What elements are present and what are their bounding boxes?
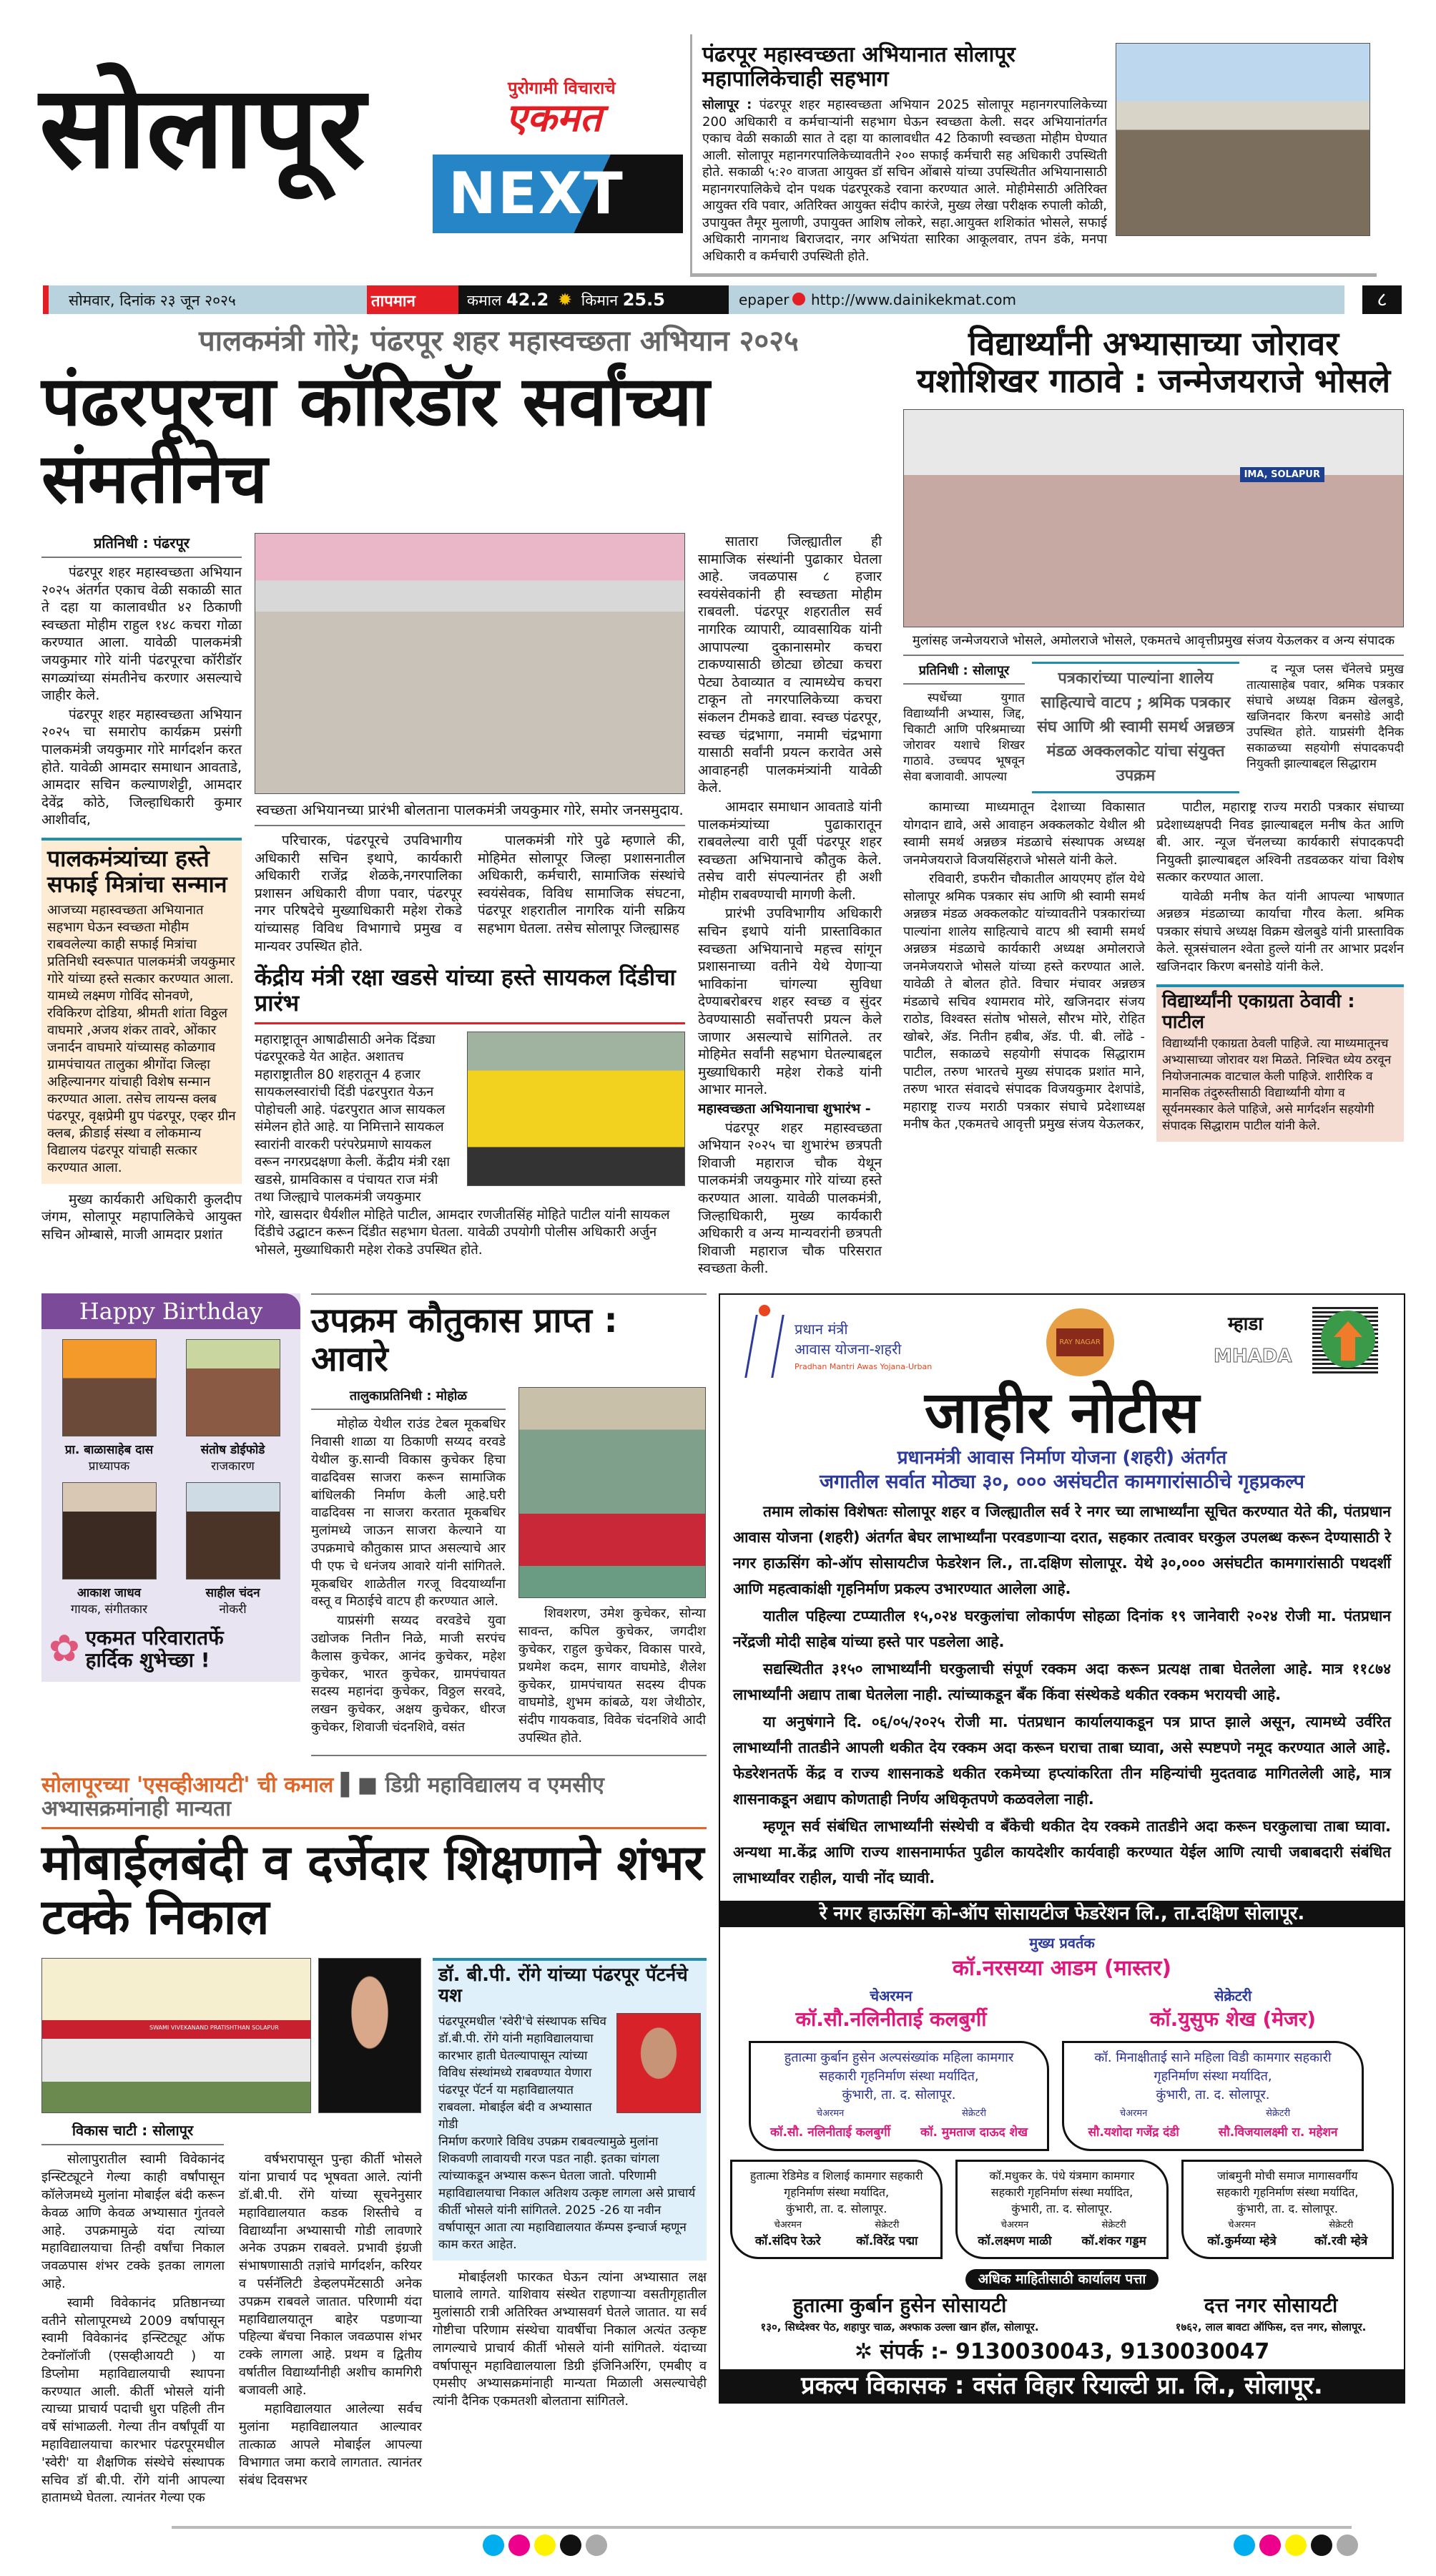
svit-box-headline: डॉ. बी.पी. रोंगे यांच्या पंढरपूर पॅटर्नचे यश <box>438 1964 688 2007</box>
pmay-logo-figure <box>744 1315 785 1378</box>
divider-red <box>255 1022 685 1024</box>
sidebar-box <box>41 838 242 1184</box>
office-2-address: १७६२, लाल बावटा ऑफिस, दत्त नगर, सोलापूर. <box>1175 2320 1367 2333</box>
sidebar-headline-2: सफाई मित्रांचा सन्मान <box>47 870 227 898</box>
birthday-box <box>41 1293 300 1682</box>
society-box <box>1062 2041 1364 2151</box>
cycle-story-tail: गोरे, खासदार धैर्यशील मोहिते पाटील, आमदार रणजीतसिंह मोहिते पाटील यांनी सायकल दिंडीचे उद्घाटन करून दिंडीत सहभाग घेतला. यावेळी उपयोगी पोलीस अधिकारी अर्जुन भोसले, मुख्याधिकारी महेश रोकडे उपस्थित होते. <box>255 1207 670 1258</box>
paragraph: याप्रसंगी सय्यद वरवडेचे युवा उद्योजक नितीन निळे, माजी सरपंच कैलास कुचेकर, आनंद कुचेकर, महेश कुचेकर, भारत कुचेकर, ग्रामपंचायत सदस्य महानंदा कुचेकर, विठ्ठल सरवदे, लखन कुचेकर, अक्षय कुचेकर, धीरज कुचेकर, शिवाजी चंदनशिवे, वसंत <box>311 1613 506 1735</box>
society-name: कॉ.मधुकर के. पंधे यंत्रमाग कामगार सहकारी गृहनिर्माण संस्था मर्यादित, <box>989 2169 1135 2199</box>
students-narrow-right <box>1246 662 1404 773</box>
paragraph: वर्षभरापासून पुन्हा कीर्ती भोसले यांना प्राचार्य पद भूषवता आले. त्यांनी डॉ.बी.पी. रोंगे यांच्या सूचनेनुसार महाविद्यालयात कडक शिस्तीचे व विद्यार्थ्यांना अभ्यासाची गोडी लावणारे अनेक उपक्रम राबवले. प्रभावी इंग्रजी संभाषणासाठी तज्ञांचे मार्गदर्शन, करियर व पर्सनॅलिटी डेव्हलपमेंटसाठी अनेक उपक्रम राबवले जातात. परिणामी यंदा महाविद्यालयातून बाहेर पडणाऱ्या पहिल्या बॅचचा निकाल जवळपास शंभर टक्के लागला आहे. प्रथम व द्वितीय वर्षातील विद्यार्थ्यांनीही अशीच कामगिरी बजावली आहे. <box>239 2152 422 2398</box>
birthday-photo <box>186 1339 280 1436</box>
ray-nagar-logo <box>1046 1308 1114 1376</box>
masthead <box>39 34 683 263</box>
awari-col1 <box>311 1416 506 1736</box>
birthday-name: प्रा. बाळासाहेब दास <box>64 1442 154 1457</box>
main-story-col3-subhead: महास्वच्छता अभियानाचा शुभारंभ - <box>698 1101 871 1117</box>
society-chairman: सौ.यशोदा गजेंद्र दंडी <box>1088 2125 1179 2140</box>
college-sign: SWAMI VIVEKANAND PRATISHTHAN SOLAPUR <box>149 2024 279 2032</box>
birthday-role: नोकरी <box>219 1602 247 1617</box>
black-dot <box>560 2535 581 2556</box>
society-place: कुंभारी, ता. द. सोलापूर. <box>1011 2202 1113 2215</box>
paragraph: परिचारक, पंढरपूरचे उपविभागीय अधिकारी सचिन इथापे, कार्यकारी अधिकारी राजेंद्र शेळके,नगरपालिका प्रशासन अधिकारी वीणा पवार, पंढरपूर नगर परिषदेचे मुख्याधिकारी महेश रोकडे यांच्यासह विविध विभागाचे प्रमुख व मान्यवर उपस्थित होते. <box>255 833 462 954</box>
main-story-headline: पंढरपूरचा कॉरिडॉर सर्वांच्या संमतीनेच <box>41 361 710 519</box>
society-chairman: कॉ.सौ. नलिनीताई कलबुर्गी <box>770 2125 891 2140</box>
paragraph: यावेळी मनीष केत यांनी आपल्या भाषणात अन्नछत्र मंडळाच्या कार्याचा गौरव केला. श्रमिक पत्रकार संघाचे अध्यक्ष विक्रम खेलबुडे यांनी प्रास्ताविक केले. सूत्रसंचालन श्वेता हुल्ले यांनी तर आभार प्रदर्शन खजिनदार किरण बनसोडे यांनी केले. <box>1156 888 1404 974</box>
awari-photo <box>518 1387 706 1598</box>
society-chairman-label: चेअरमन <box>1228 2220 1256 2230</box>
society-box <box>749 2041 1049 2151</box>
society-chairman: कॉ.संदिप रेऊरे <box>754 2234 821 2248</box>
row-b <box>0 1293 1436 2509</box>
paragraph: पाटील, महाराष्ट्र राज्य मराठी पत्रकार संघाच्या प्रदेशाध्यक्षपदी निवड झाल्याबद्दल मनीष केत आणि बी. आर. न्यूज चॅनलच्या कार्यकारी संपादकपदी नियुक्ती झाल्याबद्दल अश्विनी तडवळकर यांचा विशेष सत्कार करण्यात आला. <box>1156 800 1404 886</box>
students-col-b <box>1156 799 1404 976</box>
office-address-label: अधिक माहितीसाठी कार्यालय पत्ता <box>965 2269 1159 2290</box>
society-secretary-label: सेक्रेटरी <box>1329 2220 1354 2230</box>
color-registration-marks <box>483 2535 611 2559</box>
ray-nagar-logo-text: RAY NAGAR <box>1056 1328 1103 1356</box>
students-photo <box>903 409 1404 627</box>
issue-date: सोमवार, दिनांक २३ जून २०२५ <box>69 292 236 310</box>
cyan-dot <box>1234 2535 1255 2556</box>
sun-icon: ✹ <box>557 290 573 310</box>
top-story-body <box>702 97 1107 265</box>
students-photo-sign: IMA, SOLAPUR <box>1240 467 1324 482</box>
svit-story <box>41 1773 707 2509</box>
svit-col1 <box>41 2151 225 2509</box>
svit-box-body-narrow: पंढरपूरमधील 'स्वेरी'चे संस्थापक सचिव डॉ.बी.पी. रोंगे यांनी महाविद्यालयाचा कारभार हाती घेतल्यापासून त्यांच्या विविध संस्थांमध्ये राबवण्यात येणारा पंढरपूर पॅटर्न या महाविद्यालयात राबवला. मोबाईल बंदी व अभ्यासात गोडी <box>438 2014 606 2132</box>
pmay-logo-text-1: प्रधान मंत्री <box>795 1321 848 1338</box>
notice-title: जाहीर नोटीस <box>924 1378 1200 1446</box>
birthday-photo <box>62 1339 157 1436</box>
divider-orange <box>41 1827 707 1829</box>
society-place: कुंभारी, ता. द. सोलापूर. <box>1156 2087 1270 2102</box>
contact-numbers: ✲ संपर्क :- 9130030043, 9130030047 <box>854 2339 1270 2364</box>
society-secretary: कॉ. मुमताज दाऊद शेख <box>920 2125 1028 2140</box>
footer-rule <box>172 2526 1352 2529</box>
black-dot <box>1311 2535 1332 2556</box>
next-logo <box>433 155 683 233</box>
header-row <box>0 0 1436 277</box>
date-bar-row <box>0 285 1436 314</box>
flower-icon: ✿ <box>49 1627 80 1671</box>
students-sidebar-box <box>1156 984 1404 1142</box>
students-box-body: विद्यार्थ्यांनी एकाग्रता ठेवली पाहिजे. त्या माध्यमातूनच अभ्यासाच्या जोरावर यश मिळते. निश्चित ध्येय ठरवून नियोजनात्मक वाटचाल केली पाहिजे. शारीरिक व मानसिक तंदुरुस्तीसाठी विद्यार्थ्यांनी योगा व सूर्यनमस्कार केले पाहिजे, असे मार्गदर्शन सहयोगी संपादक सिद्धाराम पाटील यांनी केले. <box>1162 1037 1392 1134</box>
paragraph: मुख्य कार्यकारी अधिकारी कुलदीप जंगम, सोलापूर महापालिकेचे आयुक्त सचिन ओम्बासे, माजी आमदार प्रशांत <box>41 1191 242 1243</box>
yellow-dot <box>534 2535 556 2556</box>
main-story-photo-caption: स्वच्छता अभियानच्या प्रारंभी बोलताना पालकमंत्री जयकुमार गोरे, समोर जनसमुदाय. <box>256 801 684 819</box>
page-number: ८ <box>1362 285 1402 314</box>
main-story-col3-tail <box>698 1120 882 1278</box>
mhada-logo <box>1214 1307 1378 1378</box>
paragraph: स्पर्धेच्या युगात विद्यार्थ्यांनी अभ्यास, जिद्द, चिकाटी आणि परिश्रमाच्या जोरावर यशाचे शिखर गाठावे. उच्चपद भूषवून सेवा बजावावी. आपल्या <box>903 691 1025 785</box>
paragraph: मोहोळ येथील राउंड टेबल मूकबधिर निवासी शाळा या ठिकाणी सय्यद वरवडे येथील कु.सान्वी विकास कुचेकर हिचा वाढदिवस साजरा करून सामाजिक बांधिलकी निर्माण केली आहे.घरी वाढदिवस ना साजरा करतात मूकबधिर मुलांमध्ये जाऊन साजरा केल्याने या उपक्रमाचे कौतुकास प्राप्त असल्याचे आर पी एफ चे धनंजय आवारे यांनी सांगितले. मूकबधिर शाळेतील गरजू विदयार्थ्यांना वस्तू व मिठाईचे वाटप ही करण्यात आले. <box>311 1416 506 1610</box>
top-story-text: पंढरपूर शहर महास्वच्छता अभियान 2025 सोलापूर महानगरपालिकेच्या 200 अधिकारी व कर्मचाऱ्यांनी सहभाग घेऊन स्वच्छता केली. सदर अभियानांतर्गत एकाच वेळी सकाळी सात ते दहा या कालावधीत 42 ठिकाणी स्वच्छता मोहीम घेण्यात आली. सोलापूर महानगरपालिकेच्यावतीने २०० सफाई कर्मचारी सह अधिकारी उपस्थिती होते. सकाळी ५:२० वाजता आयुक्त डॉ सचिन ओंबासे यांच्या उपस्थितीत अभियानासाठी महानगरपालिकेचे दोन पथक पंढरपूरकडे रवाना करण्यात आले. मोहीमेसाठी अतिरिक्त आयुक्त रवि पवार, अतिरिक्त आयुक्त संदीप कारंजे, मुख्य लेखा परीक्षक रुपाली कोळी, उपायुक्त तैमूर मुलाणी, उपायुक्त आशिष लोकरे, सहा.आयुक्त शशिकांत भोसले, सफाई अधिकारी नागनाथ बिराजदार, नगर अभियंता सारिका आकूलवार, तपन डंके, मनपा अधिकारी व कर्मचारी उपस्थिती होते. <box>702 97 1108 264</box>
top-story <box>690 34 1377 277</box>
paragraph: स्वामी विवेकानंद प्रतिष्ठानच्या वतीने सोलापूरमध्ये 2009 वर्षापासून स्वामी विवेकानंद इन्स्टिट्यूट ऑफ टेक्नॉलॉजी (एसव्हीआयटी ) या डिप्लोमा महाविद्यालयाची स्थापना करण्यात आली. कीर्ती भोसले यांनी त्याच्या प्राचार्य पदाची धुरा पहिली तीन वर्षे सांभाळली. गेल्या तीन वर्षांपूर्वी या महाविद्यालयाचा कारभार पंढरपूरमधील 'स्वेरी' या शैक्षणिक संस्थेचे संस्थापक सचिव डॉ बी.पी. रोंगे यांनी आपल्या हातामध्ये घेतला. त्यानंतर गेल्या एक <box>41 2295 225 2506</box>
society-chairman-label: चेअरमन <box>1119 2108 1148 2119</box>
students-col-a <box>903 799 1145 1135</box>
svit-kicker <box>41 1773 707 1821</box>
max-temp-value: 42.2 <box>506 290 549 310</box>
birthday-photo <box>62 1482 157 1580</box>
magenta-dot <box>1259 2535 1281 2556</box>
chairman-name: कॉ.सौ.नलिनीताई कलबुर्गी <box>795 2007 987 2031</box>
svit-headline: मोबाईलबंदी व दर्जेदार शिक्षणाने शंभर टक्के निकाल <box>41 1835 704 1946</box>
next-logo-text: NEXT <box>448 160 624 227</box>
paragraph: यातील पहिल्या टप्प्यातील १५,०२४ घरकुलांचा लोकार्पण सोहळा दिनांक १९ जानेवारी २०२४ रोजी मा. पंतप्रधान नरेंद्रजी मोदी साहेब यांच्या हस्ते पार पडलेला आहे. <box>733 1607 1391 1650</box>
svit-kicker-main: सोलापूरच्या 'एसव्हीआयटी' ची कमाल <box>41 1772 334 1798</box>
secretary-name: कॉ.युसुफ शेख (मेजर) <box>1149 2007 1317 2031</box>
birthday-role: राजकारण <box>211 1459 255 1474</box>
paragraph: पंढरपूर शहर महास्वच्छता अभियान २०२५ अंतर्गत एकाच वेळी सकाळी सात ते दहा या कालावधीत ४२ ठिकाणी स्वच्छता मोहीम राहुल १४८ कचरा गोळा करण्यात आला. यावेळी पालकमंत्री जयकुमार गोरे यांनी पंढरपूरचा कॉरीडॉर सगळ्यांच्या संमतीनेच करणार असल्याचे जाहीर केले. <box>41 564 242 704</box>
paragraph: रविवारी, डफरीन चौकातील आयएमए हॉल येथे सोलापूर श्रमिक पत्रकार संघ आणि श्री स्वामी समर्थ अन्नछत्र मंडळ अक्कलकोट यांच्यावतीने पत्रकारांच्या पाल्यांना शालेय साहित्याचे वाटप श्री स्वामी समर्थ अन्नछत्र मंडळाचे कार्यकारी अध्यक्ष अमोलराजे जनमेजयराजे भोसले यांच्या हस्ते करण्यात आले. यावेळी ते बोलत होते. विचार मंचावर अन्नछत्र मंडळाचे सचिव श्यामराव मोरे, खजिनदार संजय राठोड, विश्वस्त संतोष भोसले, सौरभ मोरे, रोहित खोबरे, ॲड. नितीन हबीब, ॲड. पी. बी. लोंढे - पाटील, सकाळचे सहयोगी संपादक सिद्धाराम पाटील, तरुण भारतचे मुख्य संपादक प्रशांत माने, तरुण भारत संवादचे संपादक विजयकुमार देशपांडे, महाराष्ट्र राज्य मराठी पत्रकार संघाचे प्रदेशाध्यक्ष मनीष केत ,एकमतचे आवृत्ती प्रमुख संजय येऊलकर, <box>903 871 1145 1132</box>
principal-photo <box>318 1958 421 2113</box>
society-chairman: कॉ.लक्ष्मण माळी <box>978 2234 1052 2248</box>
svit-col3 <box>433 2269 707 2411</box>
min-temp-label: किमान <box>581 292 618 310</box>
masthead-tagline: पुरोगामी विचाराचे <box>508 78 616 98</box>
yellow-dot <box>1285 2535 1307 2556</box>
notice-subtitle-2: जगातील सर्वात मोठ्या ३०, ००० असंघटीत कामगारांसाठीचे गृहप्रकल्प <box>820 1470 1304 1493</box>
paragraph: सद्यस्थितीत ३१५० लाभार्थ्यांनी घरकुलाची संपूर्ण रक्कम अदा करून प्रत्यक्ष ताबा घेतलेला आहे. मात्र ११८७४ लाभार्थ्यांनी अद्याप ताबा घेतलेला नाही. त्यांच्याकडून बँक किंवा संस्थेकडे थकीत रक्कम भरायची आहे. <box>733 1660 1391 1703</box>
birthday-name: आकाश जाधव <box>77 1585 142 1600</box>
mhada-logo-en: MHADA <box>1214 1345 1292 1367</box>
students-photo-caption: मुलांसह जन्मेजयराजे भोसले, अमोलराजे भोसले, एकमतचे आवृत्तीप्रमुख संजय येऊलकर व अन्य संपादक <box>912 633 1395 649</box>
society-chairman-label: चेअरमन <box>1000 2220 1029 2230</box>
office-2-name: दत्त नगर सोसायटी <box>1204 2293 1338 2318</box>
teacher-photo <box>616 2013 701 2113</box>
society-box <box>955 2160 1168 2259</box>
max-temp-label: कमाल <box>467 292 502 310</box>
divider <box>255 825 685 826</box>
students-box-headline: विद्यार्थ्यांनी एकाग्रता ठेवावी : पाटील <box>1162 991 1355 1034</box>
society-place: कुंभारी, ता. द. सोलापूर. <box>786 2202 887 2215</box>
awari-col2 <box>518 1605 706 1747</box>
main-story-byline: प्रतिनिधी : पंढरपूर <box>41 533 242 558</box>
magenta-dot <box>508 2535 530 2556</box>
main-story-col3-text <box>698 533 882 1099</box>
paragraph: शिवशरण, उमेश कुचेकर, सोन्या सावन्त, कपिल कुचेकर, जगदीश कुचेकर, राहुल कुचेकर, विकास पारवे, प्रथमेश कदम, सागर वाघमोडे, शैलेश कुचेकर, ग्रामपंचायत सदस्य दीपक वाघमोडे, शुभम कांबळे, यश जेथीठोर, संदीप गायकवाड, विवेक चंदनशिवे आदी उपस्थित होते. <box>518 1606 706 1746</box>
students-boxed-headline: पत्रकारांच्या पाल्यांना शालेय साहित्याचे वाटप ; श्रमिक पत्रकार संघ आणि श्री स्वामी समर्थ अन्नछत्र मंडळ अक्कलकोट यांचा संयुक्त उपक्रम <box>1032 662 1239 793</box>
sidebar-headline-1: पालकमंत्र्यांच्या हस्ते <box>47 844 210 872</box>
notice-subtitle-1: प्रधानमंत्री आवास निर्माण योजना (शहरी) अंतर्गत <box>897 1446 1227 1469</box>
paragraph: मोबाईलशी फारकत घेऊन त्यांना अभ्यासात लक्ष घालावे लागते. याशिवाय संस्थेत राहणाऱ्या वसतीगृहातील मुलांसाठी रात्री अतिरिक्त अभ्यासवर्ग घेतले जातात. या सर्व गोष्टीचा परिणाम संस्थेचा यावर्षीचा निकाल अत्यंत उत्कृष्ट लागल्याचे प्राचार्य कीर्ती भोसले यांनी सांगितले. यंदाच्या वर्षापासून महाविद्यालयाला डिग्री इंजिनिअरिंग, एमबीए व एमसीए अभ्यासक्रमांनाही मान्यता मिळाली असल्याचेही त्यांनी दैनिक एकमतशी बोलताना सांगितले. <box>433 2269 707 2409</box>
society-name: जांबमुनी मोची समाज मागासवर्गीय सहकारी गृहनिर्माण संस्था मर्यादित, <box>1216 2169 1359 2199</box>
paragraph: पालकमंत्री गोरे पुढे म्हणाले की, मोहिमेत सोलापूर जिल्हा प्रशासनातील अधिकारी, कर्मचारी, सामाजिक संस्थांचे स्वयंसेवक, विविध सामाजिक संघटना, पंढरपूर शहरातील नागरिक यांनी सक्रिय सहभाग घेतला. तसेच सोलापूर जिल्ह्यासह <box>478 833 685 936</box>
office-1-name: हुतात्मा कुर्बान हुसेन सोसायटी <box>792 2293 1007 2318</box>
paragraph: म्हणून सर्व संबंधित लाभार्थ्यांनी संस्थेची व बँकेची थकीत देय रक्कमे तातडीने अदा करून घरकुलाचा ताबा घ्यावा. अन्यथा मा.केंद्र आणि राज्य शासनामार्फत पुढील कायदेशीर कार्यवाही करण्यात येईल आणि त्याची जबाबदारी संबंधित लाभार्थ्यांवर राहील, याची नोंद घ्यावी. <box>733 1817 1391 1886</box>
society-secretary-label: सेक्रेटरी <box>875 2220 900 2230</box>
paragraph: पंढरपूर शहर महास्वच्छता अभियान २०२५ चा शुभारंभ छत्रपती शिवाजी महाराज चौक येथून पालकमंत्री जयकुमार गोरे यांच्या हस्ते करण्यात आला. यावेळी पालकमंत्री, जिल्हाधिकारी, मुख्य कार्यकारी अधिकारी व अन्य मान्यवरांनी छत्रपती शिवाजी महाराज चौक परिसरात स्वच्छता केली. <box>698 1120 882 1277</box>
students-headline-2: यशोशिखर गाठावे : जन्मेजयराजे भोसले <box>916 361 1391 400</box>
divider <box>311 1293 707 1295</box>
svit-byline: विकास चाटी : सोलापूर <box>41 2120 224 2145</box>
top-story-dateline: सोलापूर : <box>702 97 752 113</box>
cycle-story <box>255 1032 685 1260</box>
color-registration-marks <box>1234 2535 1362 2559</box>
notice-body <box>720 1493 1404 1901</box>
students-story <box>903 325 1404 1142</box>
students-intro <box>903 690 1025 785</box>
society-secretary-label: सेक्रेटरी <box>1266 2108 1291 2119</box>
main-story-photo <box>255 533 685 794</box>
main-story-after-box <box>41 1191 242 1244</box>
paragraph: आमदार समाधान आवताडे यांनी पालकमंत्र्यांच्या पुढाकारातून राबवलेल्या वारी पूर्वी पंढरपूर शहर स्वच्छता अभियानाचे कौतुक केले. तसेच वारी संपल्यानंतर ही अशी मोहीम राबवण्याची मागणी केली. <box>698 798 882 903</box>
min-temp-value: 25.5 <box>622 290 665 310</box>
society-chairman-label: चेअरमन <box>816 2108 845 2119</box>
divider <box>903 655 1404 656</box>
main-story-col3 <box>698 533 882 1279</box>
promoter-label: मुख्य प्रवर्तक <box>1029 1934 1095 1951</box>
left-column <box>41 1293 707 2509</box>
footer <box>0 2526 1436 2576</box>
date-bar <box>43 285 1344 314</box>
svit-kicker-separator: ▌■ <box>340 1772 378 1798</box>
awari-story <box>311 1293 707 1762</box>
society-chairman-label: चेअरमन <box>774 2220 802 2230</box>
public-notice <box>719 1293 1405 2404</box>
awari-byline: तालुकाप्रतिनिधी : मोहोळ <box>311 1387 506 1410</box>
svit-sidebar-box <box>433 1958 707 2260</box>
top-story-headline: पंढरपूर महास्वच्छता अभियानात सोलापूर महापालिकेचाही सहभाग <box>702 42 1015 92</box>
society-box <box>1181 2160 1394 2259</box>
society-secretary-label: सेक्रेटरी <box>1101 2220 1126 2230</box>
paragraph: प्रारंभी उपविभागीय अधिकारी सचिन इथापे यांनी प्रास्ताविकात स्वच्छता अभियानाचे महत्त्व सांगून प्रशासनाच्या वतीने येथे येणाऱ्या भाविकांना चांगल्या सुविधा देण्याबरोबरच शहर स्वच्छ व सुंदर ठेवण्यासाठी सर्वोत्तपरी प्रयत्न केले जाणार असल्याचे सांगितले. तर मोहिमेत सर्वांनी सहभाग घेतल्याबद्दल मुख्याधिकारी महेश रोकडे यांनी आभार मानले. <box>698 906 882 1098</box>
paragraph: कामाच्या माध्यमातून देशाच्या विकासात योगदान द्यावे, असे आवाहन अक्कलकोट येथील श्री स्वामी समर्थ अन्नछत्र मंडळाचे संस्थापक अध्यक्ष जनमेजयराजे विजयसिंहराजे भोसले यांनी केले. <box>903 800 1145 868</box>
society-secretary-label: सेक्रेटरी <box>962 2108 987 2119</box>
temperature-label: तापमान <box>367 285 458 314</box>
society-secretary: कॉ.रवी म्हेत्रे <box>1314 2234 1368 2248</box>
masthead-title: सोलापूर <box>39 60 365 194</box>
promoter-name: कॉ.नरसय्या आडम (मास्तर) <box>952 1956 1172 1981</box>
main-story <box>41 325 882 1279</box>
grey-dot <box>1337 2535 1358 2556</box>
society-place: कुंभारी, ता. द. सोलापूर. <box>842 2087 956 2102</box>
grey-dot <box>586 2535 607 2556</box>
mhada-logo-mr: म्हाडा <box>1228 1313 1264 1335</box>
developer-banner: प्रकल्प विकासक : वसंत विहार रियाल्टी प्रा. लि., सोलापूर. <box>720 2369 1404 2402</box>
cycle-story-photo <box>467 1032 685 1186</box>
pmay-logo <box>746 1305 946 1380</box>
birthday-photo <box>186 1482 280 1580</box>
masthead-brand-logo: एकमत <box>506 95 602 140</box>
society-name: हुतात्मा रेडिमेड व शिलाई कामगार सहकारी गृहनिर्माण संस्था मर्यादित, <box>749 2169 923 2199</box>
paragraph: या अनुषंगाने दि. ०६/०५/२०२५ रोजी मा. पंतप्रधान कार्यालयाकडून पत्र प्राप्त झाले असून, त्यामध्ये उर्वरित लाभार्थ्यांनी तातडीने आपली थकीत देय रक्कम अदा करून घराचा ताबा घ्यावा, असे स्पष्टपणे नमूद करण्यात आले आहे. फेडरेशनतर्फे केंद्र व राज्य शासनाकडे थकीत रकमेच्या हप्त्यांकरिता तीन महिन्यांची मुदतवाढ मागितलेली आहे, मात्र शासनाकडून अद्याप कोणताही निर्णय अधिकृतपणे कळवलेला नाही. <box>733 1713 1391 1808</box>
main-story-mid-col-a <box>255 832 462 956</box>
society-secretary: सौ.विजयालक्ष्मी रा. महेशन <box>1218 2125 1338 2140</box>
society-name: हुतात्मा कुर्बान हुसेन अल्पसंख्यांक महिला कामगार सहकारी गृहनिर्माण संस्था मर्यादित, <box>784 2050 1014 2084</box>
cyan-dot <box>483 2535 504 2556</box>
society-box <box>730 2160 943 2259</box>
birthday-name: साहील चंदन <box>205 1585 260 1600</box>
chairman-label: चेअरमन <box>870 1987 913 2004</box>
svit-box-body-wide: निर्माण करणारे विविध उपक्रम राबवल्यामुळे मुलांना शिकवणी लावायची गरज पडत नाही. इतका चांगला त्यांच्याकडून अभ्यास करून घेतला जातो. परिणामी महाविद्यालयाचा निकाल अतिशय उत्कृष्ट लागला असे प्राचार्य कीर्ती भोसले यांनी सांगितले. 2025 -26 या नवीन वर्षापासून आता त्या महाविद्यालयात कॅम्पस इन्चार्ज म्हणून काम करत आहेत. <box>438 2134 696 2252</box>
pmay-logo-text-2: आवास योजना-शहरी <box>795 1341 902 1358</box>
main-story-col1 <box>41 564 242 829</box>
birthday-role: गायक, संगीतकार <box>70 1602 148 1617</box>
epaper-label: epaper <box>739 291 790 309</box>
paragraph: सोलापुरातील स्वामी विवेकानंद इन्स्टिट्यूटने गेल्या काही वर्षांपासून कॉलेजमध्ये मुलांना मोबाईल बंदी करून केवळ आणि केवळ अभ्यासात गुंतवले आहे. उपक्रमामुळे यंदा त्यांच्या महाविद्यालयाचा तिन्ही वर्षांचा निकाल जवळपास शंभर टक्के इतका लागला आहे. <box>41 2152 225 2291</box>
cycle-story-headline: केंद्रीय मंत्री रक्षा खडसे यांच्या हस्ते सायकल दिंडीचा प्रारंभ <box>255 964 676 1017</box>
society-place: कुंभारी, ता. द. सोलापूर. <box>1236 2202 1338 2215</box>
awari-headline: उपक्रम कौतुकास प्राप्त : आवारे <box>311 1300 618 1379</box>
paragraph: पंढरपूर शहर महास्वच्छता अभियान २०२५ चा समारोप कार्यक्रम प्रसंगी पालकमंत्री जयकुमार गोरे मार्गदर्शन करत होते. यावेळी आमदार समाधान आवताडे, आमदार सचिन कल्याणशेट्टी, आमदार देवेंद्र कोठे, जिल्हाधिकारी कुमार आशीर्वाद, <box>41 706 242 828</box>
federation-banner: रे नगर हाऊसिंग को-ऑप सोसायटीज फेडरेशन लि., ता.दक्षिण सोलापूर. <box>720 1901 1404 1927</box>
society-secretary: कॉ.विरेंद्र पद्मा <box>856 2234 918 2248</box>
website-link[interactable]: http://www.dainikekmat.com <box>811 291 1017 309</box>
birthday-role: प्राध्यापक <box>88 1459 130 1474</box>
temperature-box <box>458 285 729 314</box>
sidebar-body: आजच्या महास्वच्छता अभियानात सहभाग घेऊन स्वच्छता मोहीम राबवलेल्या काही सफाई मित्रांचा प्रतिनिधी स्वरूपात पालकमंत्री जयकुमार गोरे यांच्या हस्ते सत्कार करण्यात आला. यामध्ये लक्ष्मण गोविंद सोनवणे, रविकिरण दोडिया, श्रीमती शांता विठ्ठल वाघमारे ,अजय शंकर तावरे, ओंकार जनार्दन वाघमारे यांच्यासह कोळगाव ग्रामपंचायत तालुका श्रीगोंदा जिल्हा अहिल्यानगर यांचाही विशेष सन्मान करण्यात आला. तसेच लायन्स क्लब पंढरपूर, वृक्षप्रेमी ग्रुप पंढरपूर, एव्हर ग्रीन क्लब, क्रीडाई संस्था व लोकमान्य विद्यालय पंढरपूर यांचाही सत्कार करण्यात आला. <box>47 902 236 1175</box>
top-story-photo <box>1116 43 1370 236</box>
pmay-logo-text-en: Pradhan Mantri Awas Yojana-Urban <box>795 1362 933 1372</box>
svit-col2 <box>239 2151 422 2491</box>
cycle-story-body: महाराष्ट्रातून आषाढीसाठी अनेक दिंड्या पंढरपूरकडे येत आहेत. अशातच महाराष्ट्रातील 80 शहरातून 4 हजार सायकलस्वारांची दिंडी पंढरपुरात येऊन पोहोचली आहे. पंढरपुरात आज सायकल संमेलन होते आहे. या निमित्ताने सायकल स्वारांनी वारकरी परंपरेप्रमाणे सायकल वरून नगरप्रदक्षणा केली. केंद्रीय मंत्री रक्षा खडसे, ग्रामविकास व पंचायत राज मंत्री तथा जिल्ह्याचे पालकमंत्री जयकुमार <box>255 1032 451 1205</box>
paragraph: द न्यूज प्लस चॅनेलचे प्रमुख तात्यासाहेब पवार, श्रमिक पत्रकार संघाचे अध्यक्ष विक्रम खेलबुडे, खजिनदार किरण बनसोडे आदी उपस्थित होते. याप्रसंगी दैनिक सकाळच्या सहयोगी संपादकपदी नियुक्ती झाल्याबद्दल सिद्धाराम <box>1246 662 1404 772</box>
secretary-label: सेक्रेटरी <box>1214 1987 1252 2004</box>
birthday-greeting-1: एकमत परिवारातर्फे <box>85 1625 224 1650</box>
paragraph: तमाम लोकांस विशेषतः सोलापूर शहर व जिल्ह्यातील सर्व रे नगर च्या लाभार्थ्यांना सूचित करण्यात येते की, पंतप्रधान आवास योजना (शहरी) अंतर्गत बेघर लाभार्थ्यांना परवडणाऱ्या दरात, सहकार तत्वावर घरकुल उपलब्ध करून देण्यासाठी रे नगर हाऊसिंग को-ऑप सोसायटीज फेडरेशन लि., ता.दक्षिण सोलापूर. येथे ३०,००० असंघटीत कामगारांसाठी पथदर्शी आणि महत्वाकांक्षी गृहनिर्माण प्रकल्प उभारण्यात आलेला आहे. <box>733 1502 1391 1597</box>
epaper-icon <box>792 293 805 305</box>
paragraph: महाविद्यालयात आलेल्या सर्वच मुलांना महाविद्यालयात आल्यावर तात्काळ आपले मोबाईल आपल्या विभागात जमा करावे लागतात. त्यानंतर संबंध दिवसभर <box>239 2401 422 2488</box>
society-chairman: कॉ.कुर्मय्या म्हेत्रे <box>1207 2234 1277 2248</box>
row-a <box>0 325 1436 1279</box>
birthday-title: Happy Birthday <box>41 1293 300 1329</box>
birthday-name: संतोष डोईफोडे <box>200 1442 265 1457</box>
office-1-address: १३०, सिध्देश्वर पेठ, शहापुर चाळ, अश्फाक उल्ला खान हॉल, सोलापूर. <box>760 2320 1039 2333</box>
main-story-kicker: पालकमंत्री गोरे; पंढरपूर शहर महास्वच्छता अभियान २०२५ <box>199 325 799 358</box>
students-byline: प्रतिनिधी : सोलापूर <box>903 662 1025 685</box>
main-story-mid-col-b <box>478 832 685 939</box>
svit-subkicker: डिग्री महाविद्यालय व एमसीए अभ्यासक्रमांनाही मान्यता <box>41 1772 604 1822</box>
divider <box>311 1755 707 1756</box>
college-photo <box>41 1958 311 2113</box>
society-secretary: कॉ.शंकर गड्डम <box>1081 2234 1146 2248</box>
society-name: कॉ. मिनाक्षीताई साने महिला विडी कामगार सहकारी गृहनिर्माण संस्था मर्यादित, <box>1094 2050 1332 2084</box>
students-headline-1: विद्यार्थ्यांनी अभ्यासाच्या जोरावर <box>968 324 1339 363</box>
birthday-greeting-2: हार्दिक शुभेच्छा ! <box>85 1648 210 1673</box>
paragraph: सातारा जिल्ह्यातील ही सामाजिक संस्थांनी पुढाकार घेतला आहे. जवळपास ८ हजार स्वयंसेवकांनी ही स्वच्छता मोहीम राबवली. पंढरपूर शहरातील सर्व नागरिक व्यापारी, व्यावसायिक यांनी आपापल्या दुकानासमोर कचरा टाकण्यासाठी छोट्या छोट्या कचरा पेट्या ठेवाव्यात व त्यामध्येच कचरा टाकून तो नगरपालिकेच्या कचरा संकलन टीमकडे द्यावा. स्वच्छ पंढरपूर, स्वच्छ चंद्रभागा, नमामी चंद्रभागा यासाठी सर्वांनी प्रयत्न करावेत असे आवाहनही पालकमंत्र्यांनी यावेळी केले. <box>698 534 882 796</box>
